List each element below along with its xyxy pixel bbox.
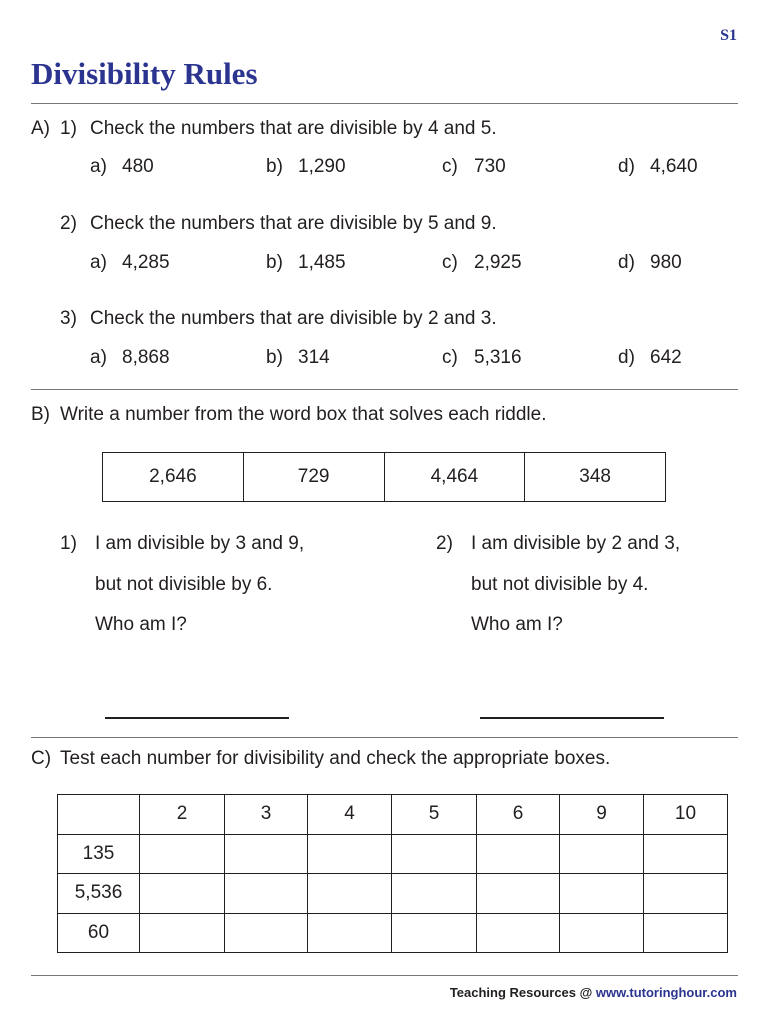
section-c-label: C) <box>31 748 52 769</box>
divisor-header: 4 <box>308 795 392 835</box>
option-value: 4,640 <box>650 156 698 177</box>
word-box-item: 348 <box>525 453 666 502</box>
page-title: Divisibility Rules <box>31 56 258 91</box>
check-cell[interactable] <box>225 913 308 953</box>
worksheet-code: S1 <box>720 27 737 44</box>
option[interactable] <box>618 347 682 369</box>
check-cell[interactable] <box>560 834 644 874</box>
riddle-line: I am divisible by 3 and 9, <box>95 533 305 554</box>
option[interactable] <box>618 252 682 274</box>
option-letter: d) <box>618 252 635 273</box>
check-cell[interactable] <box>560 913 644 953</box>
option-letter: b) <box>266 252 283 273</box>
check-cell[interactable] <box>225 874 308 914</box>
divisor-header: 3 <box>225 795 308 835</box>
answer-line-1[interactable] <box>105 717 289 719</box>
option-letter: b) <box>266 347 283 368</box>
check-cell[interactable] <box>392 874 477 914</box>
question-text: Check the numbers that are divisible by 4 and 5. <box>90 118 497 139</box>
riddle-line: but not divisible by 6. <box>95 574 273 595</box>
divisor-header: 10 <box>644 795 728 835</box>
riddle-line: I am divisible by 2 and 3, <box>471 533 681 554</box>
check-cell[interactable] <box>225 834 308 874</box>
divider <box>31 103 738 104</box>
question-number: 2) <box>60 213 77 234</box>
option[interactable] <box>90 347 170 369</box>
option[interactable] <box>266 347 330 369</box>
option[interactable] <box>266 156 346 178</box>
option[interactable] <box>618 156 698 178</box>
option[interactable] <box>442 347 522 369</box>
question-number: 3) <box>60 308 77 329</box>
option-value: 980 <box>650 252 682 273</box>
word-box <box>102 452 666 502</box>
divider <box>31 389 738 390</box>
divisor-header: 9 <box>560 795 644 835</box>
option-value: 1,485 <box>298 252 346 273</box>
option-letter: c) <box>442 156 458 177</box>
check-cell[interactable] <box>560 874 644 914</box>
option[interactable] <box>90 156 154 178</box>
question-number: 1) <box>60 118 77 139</box>
option-letter: b) <box>266 156 283 177</box>
option-letter: a) <box>90 156 107 177</box>
option[interactable] <box>442 252 522 274</box>
divider <box>31 737 738 738</box>
option-letter: a) <box>90 252 107 273</box>
check-cell[interactable] <box>392 913 477 953</box>
option[interactable] <box>442 156 506 178</box>
word-box-item: 729 <box>243 453 384 502</box>
option-letter: d) <box>618 347 635 368</box>
option-letter: d) <box>618 156 635 177</box>
number-label: 5,536 <box>58 874 140 914</box>
word-box-item: 4,464 <box>384 453 525 502</box>
option-value: 5,316 <box>474 347 522 368</box>
riddle-line: Who am I? <box>471 614 563 635</box>
check-cell[interactable] <box>477 913 560 953</box>
option-letter: c) <box>442 252 458 273</box>
question-text: Check the numbers that are divisible by 2 and 3. <box>90 308 497 329</box>
section-a-label: A) <box>31 118 50 139</box>
table-row <box>58 913 728 953</box>
check-cell[interactable] <box>644 874 728 914</box>
riddle-number: 2) <box>436 533 453 554</box>
option-value: 314 <box>298 347 330 368</box>
option-value: 2,925 <box>474 252 522 273</box>
option[interactable] <box>266 252 346 274</box>
divisor-header: 6 <box>477 795 560 835</box>
section-c-instruction: Test each number for divisibility and check the appropriate boxes. <box>60 748 611 769</box>
number-label: 135 <box>58 834 140 874</box>
check-cell[interactable] <box>308 834 392 874</box>
option-value: 4,285 <box>122 252 170 273</box>
option-value: 730 <box>474 156 506 177</box>
table-row <box>58 874 728 914</box>
divider <box>31 975 738 976</box>
check-cell[interactable] <box>140 913 225 953</box>
check-cell[interactable] <box>644 834 728 874</box>
answer-line-2[interactable] <box>480 717 664 719</box>
check-cell[interactable] <box>140 874 225 914</box>
check-cell[interactable] <box>308 874 392 914</box>
section-b-instruction: Write a number from the word box that solves each riddle. <box>60 404 547 425</box>
divisibility-table <box>57 794 728 953</box>
check-cell[interactable] <box>308 913 392 953</box>
option[interactable] <box>90 252 170 274</box>
table-corner-cell <box>58 795 140 835</box>
option-value: 8,868 <box>122 347 170 368</box>
option-value: 1,290 <box>298 156 346 177</box>
option-value: 642 <box>650 347 682 368</box>
riddle-number: 1) <box>60 533 77 554</box>
riddle-line: but not divisible by 4. <box>471 574 649 595</box>
check-cell[interactable] <box>477 874 560 914</box>
footer-link[interactable]: www.tutoringhour.com <box>595 985 737 1000</box>
footer <box>450 985 737 1000</box>
check-cell[interactable] <box>644 913 728 953</box>
check-cell[interactable] <box>140 834 225 874</box>
option-letter: c) <box>442 347 458 368</box>
divisor-header: 5 <box>392 795 477 835</box>
table-row <box>58 834 728 874</box>
check-cell[interactable] <box>392 834 477 874</box>
check-cell[interactable] <box>477 834 560 874</box>
option-value: 480 <box>122 156 154 177</box>
table-header-row <box>58 795 728 835</box>
section-b-label: B) <box>31 404 50 425</box>
footer-text: Teaching Resources @ <box>449 985 596 1000</box>
option-letter: a) <box>90 347 107 368</box>
number-label: 60 <box>58 913 140 953</box>
word-box-item: 2,646 <box>103 453 244 502</box>
riddle-line: Who am I? <box>95 614 187 635</box>
question-text: Check the numbers that are divisible by 5 and 9. <box>90 213 497 234</box>
divisor-header: 2 <box>140 795 225 835</box>
